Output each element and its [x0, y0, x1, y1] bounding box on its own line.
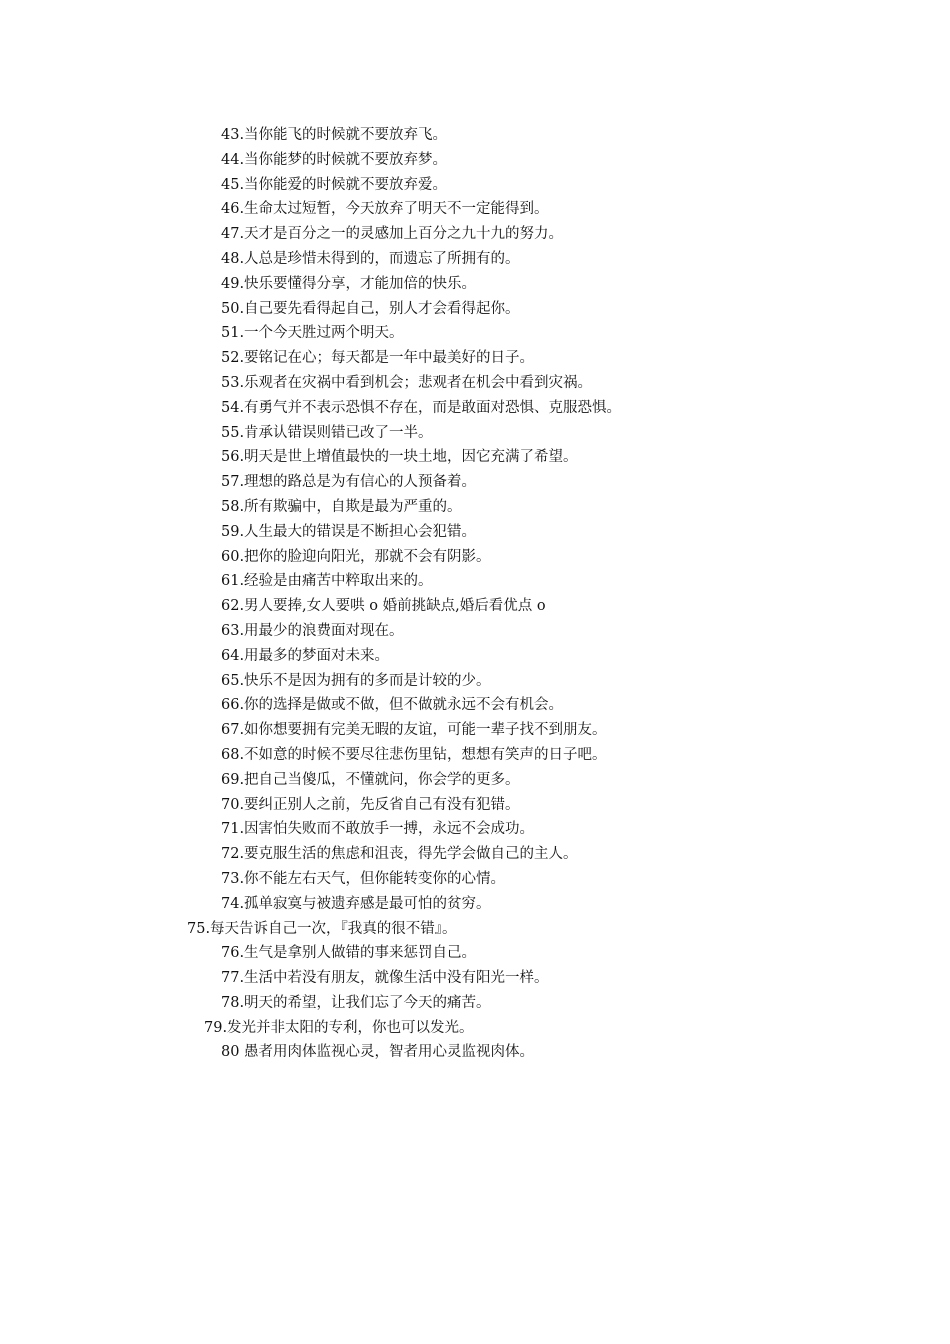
quote-line: 79.发光并非太阳的专利，你也可以发光。 — [204, 1019, 474, 1036]
quote-line: 75.每天告诉自己一次，『我真的很不错』。 — [187, 920, 457, 937]
quote-list — [0, 123, 621, 1065]
quote-line: 51.一个今天胜过两个明天。 — [221, 325, 404, 342]
quote-line: 52.要铭记在心；每天都是一年中最美好的日子。 — [221, 350, 535, 367]
quote-line: 64.用最多的梦面对未来。 — [221, 647, 390, 664]
quote-line: 55.肯承认错误则错已改了一半。 — [221, 424, 433, 441]
quote-line: 63.用最少的浪费面对现在。 — [221, 622, 404, 639]
quote-line: 43.当你能飞的时候就不要放弃飞。 — [221, 127, 448, 143]
quote-line: 58.所有欺骗中，自欺是最为严重的。 — [221, 498, 462, 515]
quote-line: 69.把自己当傻瓜，不懂就问，你会学的更多。 — [221, 771, 520, 788]
quote-line: 44.当你能梦的时候就不要放弃梦。 — [221, 151, 448, 168]
quote-line: 76.生气是拿别人做错的事来惩罚自己。 — [221, 945, 477, 962]
quote-line: 45.当你能爱的时候就不要放弃爱。 — [221, 176, 448, 193]
quote-line: 48.人总是珍惜未得到的，而遗忘了所拥有的。 — [221, 250, 520, 267]
quote-line: 78.明天的希望，让我们忘了今天的痛苦。 — [221, 994, 491, 1011]
quote-line: 66.你的选择是做或不做，但不做就永远不会有机会。 — [221, 697, 564, 714]
quote-line: 71.因害怕失败而不敢放手一搏，永远不会成功。 — [221, 821, 535, 838]
quote-line: 72.要克服生活的焦虑和沮丧，得先学会做自己的主人。 — [221, 846, 578, 863]
quote-line: 74.孤单寂寞与被遗弃感是最可怕的贫穷。 — [221, 895, 491, 912]
quote-line: 77.生活中若没有朋友，就像生活中没有阳光一样。 — [221, 970, 549, 987]
quote-line: 54.有勇气并不表示恐惧不存在，而是敢面对恐惧、克服恐惧。 — [221, 399, 622, 416]
quote-line: 70.要纠正别人之前，先反省自己有没有犯错。 — [221, 796, 520, 813]
quote-line: 80 愚者用肉体监视心灵，智者用心灵监视肉体。 — [221, 1044, 535, 1061]
quote-line: 59.人生最大的错误是不断担心会犯错。 — [221, 523, 477, 540]
quote-line: 46.生命太过短暂，今天放弃了明天不一定能得到。 — [221, 201, 549, 218]
quote-line: 73.你不能左右天气，但你能转变你的心情。 — [221, 870, 506, 887]
quote-line: 47.天才是百分之一的灵感加上百分之九十九的努力。 — [221, 226, 564, 243]
quote-line: 67.如你想要拥有完美无暇的友谊，可能一辈子找不到朋友。 — [221, 722, 607, 739]
quote-line: 57.理想的路总是为有信心的人预备着。 — [221, 474, 477, 491]
quote-line: 53.乐观者在灾祸中看到机会；悲观者在机会中看到灾祸。 — [221, 374, 593, 391]
quote-line: 50.自己要先看得起自己，别人才会看得起你。 — [221, 300, 520, 317]
quote-line: 56.明天是世上增值最快的一块土地，因它充满了希望。 — [221, 449, 578, 466]
quote-line: 61.经验是由痛苦中粹取出来的。 — [221, 573, 433, 590]
quote-line: 49.快乐要懂得分享，才能加倍的快乐。 — [221, 275, 477, 292]
quote-line: 60.把你的脸迎向阳光，那就不会有阴影。 — [221, 548, 491, 565]
quote-line: 65.快乐不是因为拥有的多而是计较的少。 — [221, 672, 491, 689]
quote-line: 68.不如意的时候不要尽往悲伤里钻，想想有笑声的日子吧。 — [221, 746, 607, 763]
quote-line: 62.男人要捧,女人要哄 o 婚前挑缺点,婚后看优点 o — [221, 598, 546, 615]
